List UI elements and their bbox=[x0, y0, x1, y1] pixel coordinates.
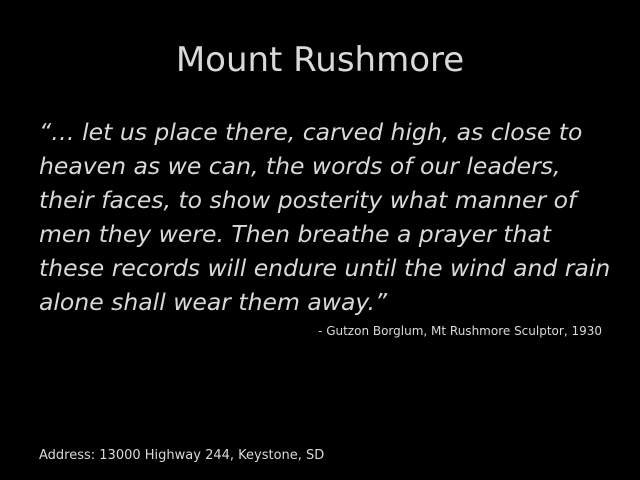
slide-title: Mount Rushmore bbox=[175, 40, 465, 80]
quote-line: these records will endure until the wind and rain bbox=[39, 254, 611, 282]
quote-attribution: - Gutzon Borglum, Mt Rushmore Sculptor, 1930 bbox=[318, 324, 602, 338]
quote-line: their faces, to show posterity what manner of bbox=[39, 186, 577, 214]
quote-line: alone shall wear them away.” bbox=[39, 288, 388, 316]
quote-line: men they were. Then breathe a prayer that bbox=[39, 220, 552, 248]
quote-block bbox=[39, 115, 619, 319]
quote-line: “… let us place there, carved high, as close to bbox=[39, 118, 583, 146]
address-text: Address: 13000 Highway 244, Keystone, SD bbox=[39, 448, 325, 463]
quote-line: heaven as we can, the words of our leaders, bbox=[39, 152, 561, 180]
